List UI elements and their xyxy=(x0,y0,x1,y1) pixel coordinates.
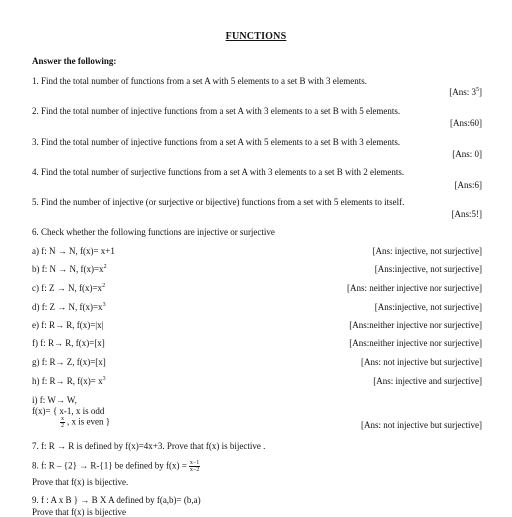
question-9-line2: Prove that f(x) is bijective xyxy=(32,507,126,517)
question-4: 4. Find the total number of surjective functions from a set A with 3 elements to a set B with 2 elements. xyxy=(32,167,405,177)
question-7: 7. f: R → R is defined by f(x)=4x+3. Prove that f(x) is bijective . xyxy=(32,441,266,451)
question-5: 5. Find the number of injective (or surjective or bijective) functions from a set with 5 elements to itself. xyxy=(32,197,405,207)
question-8: 8. f: R – {2} → R-{1} be defined by f(x) = $\frac{x-1}{x-2}$ xyxy=(32,460,200,473)
question-6: 6. Check whether the following functions are injective or surjective xyxy=(32,227,275,237)
answer-1: [Ans: $3^5$] xyxy=(449,87,482,97)
part-e-answer: [Ans:neither injective nor surjective] xyxy=(349,320,482,330)
q8-fraction: $\frac{x-1}{x-2}$ xyxy=(189,460,200,473)
part-f-label: f) f: R→ R, f(x)=[x] xyxy=(32,338,105,348)
part-i-line3: $\frac{x}{2}$ , x is even } xyxy=(61,416,111,429)
answer-5: [Ans:5!] xyxy=(451,209,482,219)
part-a-answer: [Ans: injective, not surjective] xyxy=(372,246,482,256)
part-h-answer: [Ans: injective and surjective] xyxy=(373,376,482,386)
answer-3: [Ans: 0] xyxy=(452,149,482,159)
question-1: 1. Find the total number of functions from a set A with 5 elements to a set B with 3 elements. xyxy=(32,76,367,86)
part-i-fraction: $\frac{x}{2}$ xyxy=(61,416,64,429)
part-i-line1: i) f: W→ W, xyxy=(32,395,77,405)
part-b-answer: [Ans:injective, not surjective] xyxy=(374,264,482,274)
question-2: 2. Find the total number of injective functions from a set A with 3 elements to a set B with 5 elements. xyxy=(32,106,401,116)
part-i-answer: [Ans: not injective but surjective] xyxy=(361,420,482,430)
page-title: FUNCTIONS xyxy=(225,31,287,42)
instructions-heading: Answer the following: xyxy=(32,56,117,66)
part-d-label: d) f: Z → N, $f(x)=x^3$ xyxy=(32,302,106,312)
question-9: 9. f : A x B } → B X A defined by f(a,b)= (b,a) xyxy=(32,495,201,505)
part-a-label: a) f: N → N, f(x)= x+1 xyxy=(32,246,115,256)
part-c-label: c) f: Z → N, $f(x)=x^2$ xyxy=(32,283,106,293)
question-3: 3. Find the total number of injective functions from a set A with 5 elements to a set B with 3 elements. xyxy=(32,137,401,147)
answer-2: [Ans:60] xyxy=(450,118,482,128)
part-f-answer: [Ans:neither injective nor surjective] xyxy=(349,338,482,348)
part-e-label: e) f: R→ R, f(x)=|x| xyxy=(32,320,104,330)
part-g-answer: [Ans: not injective but surjective] xyxy=(361,357,482,367)
part-h-label: h) f: R→ R, $f(x)= x^3$ xyxy=(32,376,106,386)
answer-4: [Ans:6] xyxy=(454,180,482,190)
part-c-answer: [Ans: neither injective nor surjective] xyxy=(347,283,482,293)
question-8-line2: Prove that f(x) is bijective. xyxy=(32,477,129,487)
part-b-label: b) f: N → N, $f(x)=x^2$ xyxy=(32,264,107,274)
part-i-line2: f(x)= { x-1, x is odd xyxy=(32,406,105,416)
part-d-answer: [Ans:injective, not surjective] xyxy=(374,302,482,312)
part-g-label: g) f: R→ Z, f(x)=[x] xyxy=(32,357,106,367)
